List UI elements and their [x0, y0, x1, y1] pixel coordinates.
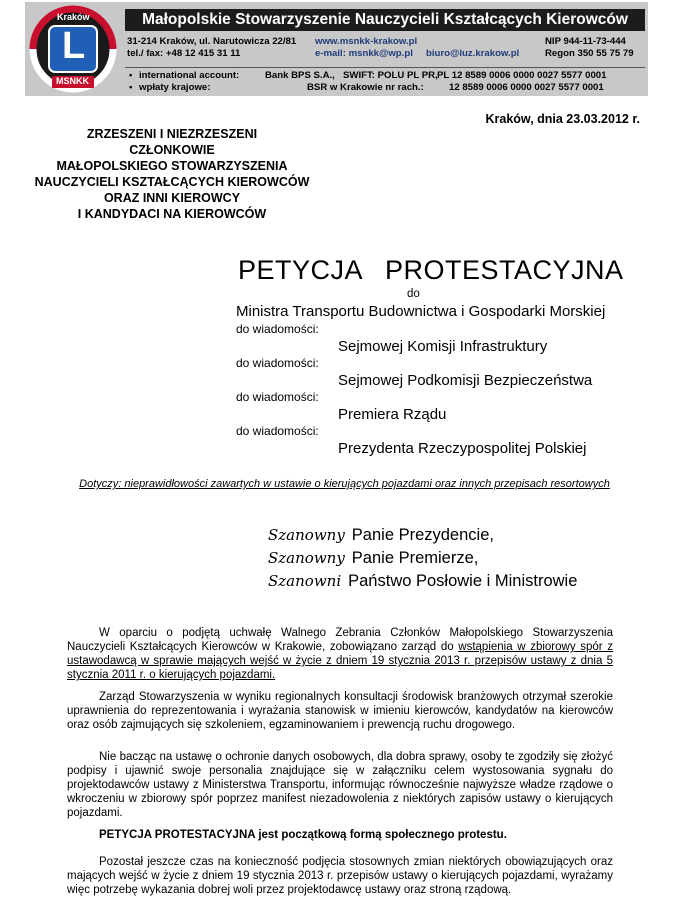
phone: tel./ fax: +48 12 415 31 11	[127, 48, 241, 59]
salutation-word: Szanowny	[268, 549, 345, 567]
body-paragraph-3: Nie bacząc na ustawę o ochronie danych osobowych, dla dobra sprawy, osoby te zgodziły się złożyć podpisy i ujawnić swoje personalia znajdujące się w załączniku celem wystosowania sygnału do projektodawców ustawy z Ministerstwa Transportu, informując równocześnie najwyższe władze rządowe o wkroczeniu w zbiorowy spór poprzez manifest niezadowolenia z niektórych zapisów ustawy o kierujących pojazdami.	[67, 751, 613, 819]
address: 31-214 Kraków, ul. Narutowicza 22/81	[127, 36, 297, 47]
email-link[interactable]: e-mail: msnkk@wp.pl	[315, 48, 413, 59]
cc-label: do wiadomości:	[236, 322, 319, 336]
body-paragraph-5: Pozostał jeszcze czas na konieczność podjęcia stosownych zmian niektórych obowiązujących oraz mających wejść w życie z dniem 19 stycznia 2013 r. przepisów ustawy o kierujących pojazdami, wyrażamy więc potrzebę wykazania dobrej woli przez projektodawcę ustawy oraz stroną rządową.	[67, 856, 613, 896]
body-paragraph-4: PETYCJA PROTESTACYJNA jest początkową formą społecznego protestu.	[99, 829, 507, 841]
website-link[interactable]: www.msnkk-krakow.pl	[315, 36, 418, 47]
place-and-date: Kraków, dnia 23.03.2012 r.	[485, 112, 640, 126]
body-paragraph-2: Zarząd Stowarzyszenia w wyniku regionalnych konsultacji środowisk branżowych otrzymał szerokie uprawnienia do reprezentowania i wyrażania stanowisk w imieniu kierowców, kandydatów na kierowców oraz osób zajmujących się szkoleniem, egzaminowaniem i prewencją ruchu drogowego.	[67, 691, 613, 731]
addressee-minister: Ministra Transportu Budownictwa i Gospodarki Morskiej	[236, 303, 606, 320]
recipients-line: I KANDYDACI NA KIEROWCÓW	[77, 207, 267, 221]
recipients-line: ORAZ INNI KIEROWCY	[103, 191, 241, 205]
cc-recipient: Premiera Rządu	[338, 406, 447, 423]
logo-letter: L	[62, 25, 86, 67]
domestic-bank: BSR w Krakowie nr rach.:	[307, 82, 424, 93]
recipients-line: CZŁONKOWIE	[129, 143, 215, 157]
domestic-account-number: 12 8589 0006 0000 0027 5577 0001	[449, 82, 604, 93]
salutation-word: Szanowny	[268, 526, 345, 544]
organization-name: Małopolskie Stowarzyszenie Nauczycieli Kształcących Kierowców	[125, 9, 645, 31]
salutation-word: Szanowni	[268, 572, 342, 590]
logo-top-text: Kraków	[57, 12, 90, 22]
recipients-block	[12, 126, 332, 222]
letterhead-divider	[125, 67, 645, 68]
domestic-label: wpłaty krajowe:	[139, 82, 211, 93]
salutation-text: Panie Premierze,	[351, 549, 479, 567]
regon: Regon 350 55 75 79	[545, 48, 634, 59]
intl-account-number: PL 12 8589 0006 0000 0027 5577 0001	[437, 70, 607, 81]
intl-bank: Bank BPS S.A.,	[265, 70, 335, 81]
email-link-2[interactable]: biuro@luz.krakow.pl	[426, 48, 520, 59]
title-word-2: PROTESTACYJNA	[385, 255, 624, 285]
cc-recipient: Prezydenta Rzeczypospolitej Polskiej	[338, 440, 587, 457]
body-paragraph-1: W oparciu o podjętą uchwałę Walnego Zebrania Członków Małopolskiego Stowarzyszenia Nauczycieli Kształcących Kierowców w Krakowie, zobowiązano zarząd do wstąpienia w zbiorowy spór z ustawodawcą w sprawie mających wejść w życie z dniem 19 stycznia 2013 r. przepisów ustawy z dnia 5 stycznia 2011 r. o kierujących pojazdami.	[67, 627, 614, 681]
cc-label: do wiadomości:	[236, 356, 319, 370]
logo-bottom-text: MSNKK	[56, 76, 89, 86]
salutation	[268, 572, 577, 591]
recipients-line: NAUCZYCIELI KSZTAŁCĄCYCH KIEROWCÓW	[34, 175, 310, 189]
cc-recipient: Sejmowej Podkomisji Bezpieczeństwa	[338, 372, 593, 389]
intl-swift: SWIFT: POLU PL PR,	[343, 70, 438, 81]
cc-label: do wiadomości:	[236, 424, 319, 438]
nip: NIP 944-11-73-444	[545, 36, 626, 47]
salutation-text: Panie Prezydencie,	[351, 526, 494, 544]
salutation	[268, 549, 478, 568]
underlined-text: wstąpienia w zbiorowy spór z ustawodawcą w sprawie mających wejść w życie z dniem 19 stycznia 2013 r. przepisów ustawy z dnia 5 stycznia 2011 r. o kierujących pojazdami.	[67, 641, 614, 681]
intl-account-label: international account:	[139, 70, 240, 81]
bullet-icon: •	[129, 70, 133, 81]
recipients-line: MAŁOPOLSKIEGO STOWARZYSZENIA	[56, 159, 288, 173]
cc-recipient: Sejmowej Komisji Infrastruktury	[338, 338, 548, 355]
addressee-do: do	[407, 288, 420, 300]
letterhead	[25, 2, 648, 96]
title-word-1: PETYCJA	[238, 255, 364, 285]
salutation	[268, 526, 494, 545]
bullet-icon: •	[129, 82, 133, 93]
subject-line: Dotyczy: nieprawidłowości zawartych w ustawie o kierujących pojazdami oraz innych przepisach resortowych	[79, 478, 610, 490]
salutation-text: Państwo Posłowie i Ministrowie	[348, 572, 578, 590]
petition-title	[238, 255, 624, 286]
cc-label: do wiadomości:	[236, 390, 319, 404]
msnkk-logo	[27, 4, 119, 94]
recipients-line: ZRZESZENI I NIEZRZESZENI	[86, 127, 258, 141]
